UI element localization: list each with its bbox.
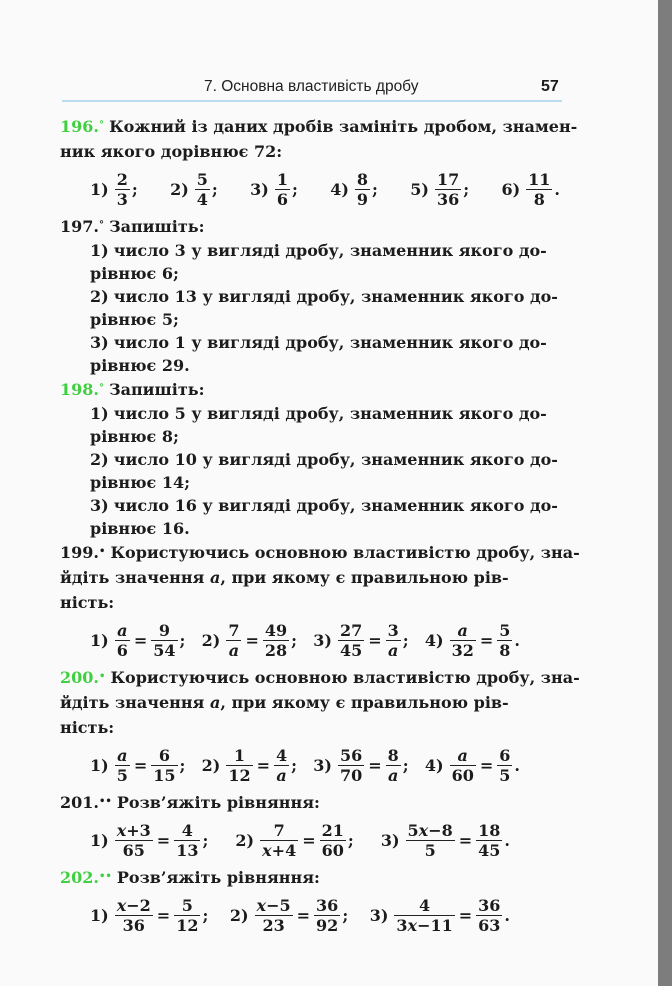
sub-item-label: 3) xyxy=(90,496,109,515)
equation-item xyxy=(90,746,185,785)
item-punctuation: ; xyxy=(131,179,138,199)
fraction xyxy=(115,896,153,935)
item-punctuation: . xyxy=(554,179,560,199)
exercise-text-line xyxy=(60,865,565,890)
denominator: a xyxy=(388,765,399,785)
sub-item-text: число 3 у вигляді дробу, знаменник якого до- xyxy=(113,241,547,260)
item-punctuation: ; xyxy=(202,905,209,925)
numerator: 27 xyxy=(339,620,363,640)
fraction xyxy=(435,170,461,209)
equals-sign: = xyxy=(479,755,494,775)
numerator: a xyxy=(450,746,476,766)
numerator: 18 xyxy=(478,820,501,840)
numerator: 6 xyxy=(151,746,177,766)
fraction xyxy=(450,621,476,660)
item-label: 5) xyxy=(410,179,429,199)
exercise-text: Розв’яжіть рівняння: xyxy=(116,868,320,887)
header-rule xyxy=(62,100,562,102)
numerator: 11 xyxy=(528,169,551,189)
sub-item-line xyxy=(90,425,565,448)
exercise-text-line xyxy=(60,790,565,815)
denominator: 45 xyxy=(339,640,363,660)
item-label: 3) xyxy=(313,755,332,775)
equals-sign: = xyxy=(256,755,270,775)
numerator: 5 xyxy=(174,896,200,916)
item-punctuation: . xyxy=(514,630,520,650)
sub-item-text: рівнює 16. xyxy=(90,519,190,538)
denominator: 5 xyxy=(116,765,128,785)
item-label: 4) xyxy=(424,630,444,650)
equation-item xyxy=(230,896,348,935)
denominator: a xyxy=(388,640,399,660)
denominator: 5 xyxy=(424,840,436,860)
denominator: 6 xyxy=(276,189,288,209)
equation-item xyxy=(313,621,408,660)
fraction xyxy=(320,821,346,860)
numerator: 3 xyxy=(387,620,399,640)
sub-item-line xyxy=(90,331,565,354)
item-label: 3) xyxy=(369,905,389,925)
equals-sign: = xyxy=(458,830,473,850)
exercise-number-text: 200. xyxy=(60,668,99,687)
sub-item-text: число 16 у вигляді дробу, знаменник якого до- xyxy=(113,496,558,515)
denominator: 9 xyxy=(356,189,369,209)
item-punctuation: ; xyxy=(179,755,186,775)
item-punctuation: ; xyxy=(372,179,378,199)
sub-item-label: 3) xyxy=(90,333,109,352)
numerator: a xyxy=(115,746,130,766)
denominator: 12 xyxy=(228,765,251,785)
equals-sign: = xyxy=(458,905,473,925)
fraction xyxy=(115,170,130,209)
exercise-number xyxy=(60,380,104,399)
item-punctuation: ; xyxy=(402,630,409,650)
equation-item xyxy=(313,746,408,785)
fraction xyxy=(394,896,454,935)
exercise-number-text: 199. xyxy=(60,543,99,562)
difficulty-mark: ° xyxy=(98,120,104,131)
numerator: 5 xyxy=(499,620,511,640)
numerator: 56 xyxy=(339,745,363,765)
sub-item-line xyxy=(90,494,565,517)
denominator: 28 xyxy=(264,640,288,660)
exercise-number xyxy=(60,793,112,812)
fraction xyxy=(386,746,401,785)
page-number: 57 xyxy=(541,78,559,95)
denominator: 36 xyxy=(436,189,460,209)
item-label: 1) xyxy=(90,755,109,775)
exercise xyxy=(60,665,580,790)
equation-item xyxy=(90,896,208,935)
item-punctuation: ; xyxy=(291,179,298,199)
denominator: 6 xyxy=(116,640,128,660)
numerator: 17 xyxy=(436,169,460,189)
sub-item-text: рівнює 6; xyxy=(90,264,179,283)
exercise xyxy=(60,865,565,940)
exercise-text: Запишіть: xyxy=(109,217,205,236)
exercise-text: Користуючись основною властивістю дробу, зна- xyxy=(110,543,580,562)
sub-item-line xyxy=(90,448,565,471)
sub-item-text: рівнює 5; xyxy=(90,310,179,329)
numerator: 36 xyxy=(316,895,339,915)
numerator: 4 xyxy=(394,896,454,916)
denominator: 32 xyxy=(451,640,474,660)
denominator: a xyxy=(276,765,287,785)
sub-item-line xyxy=(90,517,565,540)
numerator: 6 xyxy=(499,745,511,765)
fraction xyxy=(497,621,512,660)
item-label: 3) xyxy=(313,630,332,650)
numerator: 1 xyxy=(276,169,288,189)
equation-row xyxy=(90,815,510,865)
numerator: 8 xyxy=(356,169,369,189)
exercise-text: ність: xyxy=(60,718,115,737)
denominator: 3x−11 xyxy=(396,915,453,935)
exercise-text-line xyxy=(60,214,565,239)
sub-item-line xyxy=(90,262,565,285)
sub-item-label: 2) xyxy=(90,287,109,306)
exercise-number xyxy=(60,217,104,236)
sub-item-line xyxy=(90,402,565,425)
item-label: 3) xyxy=(380,830,400,850)
fraction-row xyxy=(90,164,560,214)
equals-sign: = xyxy=(133,755,148,775)
fraction xyxy=(476,821,502,860)
exercise-text: йдіть значення a, при якому є правильною рів- xyxy=(60,693,509,712)
denominator: 3 xyxy=(116,189,128,209)
fraction xyxy=(274,746,289,785)
equation-item xyxy=(425,746,520,785)
exercise-number-text: 197. xyxy=(60,217,99,236)
numerator: x−5 xyxy=(256,895,291,915)
denominator: 60 xyxy=(321,840,344,860)
equation-item xyxy=(90,621,185,660)
fraction xyxy=(263,621,289,660)
exercise-text: Кожний із даних дробів замініть дробом, знамен- xyxy=(109,117,578,136)
fraction xyxy=(226,746,252,785)
exercise-text: Запишіть: xyxy=(109,380,205,399)
exercise-number-text: 196. xyxy=(60,117,99,136)
item-label: 2) xyxy=(201,755,221,775)
exercise xyxy=(60,790,565,865)
item-punctuation: . xyxy=(514,755,520,775)
fraction xyxy=(338,621,364,660)
item-punctuation: . xyxy=(504,905,510,925)
item-punctuation: ; xyxy=(291,630,298,650)
exercise xyxy=(60,114,578,214)
sub-item-line xyxy=(90,471,565,494)
equation-row xyxy=(90,615,520,665)
denominator: 13 xyxy=(176,840,199,860)
exercise xyxy=(60,540,580,665)
denominator: 65 xyxy=(122,840,145,860)
fraction xyxy=(151,746,177,785)
fraction xyxy=(174,896,200,935)
equation-row xyxy=(90,740,520,790)
item-punctuation: ; xyxy=(202,830,209,850)
item-punctuation: ; xyxy=(463,179,470,199)
sub-item-line xyxy=(90,239,565,262)
section-title: 7. Основна властивість дробу xyxy=(204,78,419,95)
item-label: 1) xyxy=(90,630,109,650)
numerator: a xyxy=(115,621,130,641)
equals-sign: = xyxy=(156,905,171,925)
sub-item-line xyxy=(90,285,565,308)
denominator: 12 xyxy=(176,915,199,935)
numerator: 7 xyxy=(228,620,240,640)
difficulty-mark: •• xyxy=(98,796,112,807)
denominator: 8 xyxy=(533,189,545,209)
denominator: 23 xyxy=(262,915,285,935)
exercise-number-text: 202. xyxy=(60,868,99,887)
fraction xyxy=(115,746,130,785)
exercise-number xyxy=(60,543,105,562)
fraction-item xyxy=(330,170,378,209)
exercise-text: ність: xyxy=(60,593,115,612)
exercise xyxy=(60,214,565,377)
exercise-text: йдіть значення a, при якому є правильною рів- xyxy=(60,568,509,587)
sub-item-text: число 1 у вигляді дробу, знаменник якого до- xyxy=(113,333,547,352)
item-punctuation: ; xyxy=(347,830,354,850)
denominator: 60 xyxy=(451,765,474,785)
item-punctuation: ; xyxy=(402,755,409,775)
item-label: 2) xyxy=(235,830,255,850)
fraction xyxy=(476,896,502,935)
fraction xyxy=(255,896,293,935)
fraction xyxy=(526,170,552,209)
difficulty-mark: • xyxy=(98,671,106,682)
numerator: 21 xyxy=(321,820,344,840)
fraction xyxy=(195,170,210,209)
exercise-text-line xyxy=(60,540,580,565)
item-label: 4) xyxy=(424,755,444,775)
fraction-item xyxy=(501,170,560,209)
equals-sign: = xyxy=(296,905,311,925)
numerator: 8 xyxy=(387,745,399,765)
numerator: 1 xyxy=(226,746,252,766)
exercise-number xyxy=(60,868,112,887)
numerator: a xyxy=(450,621,476,641)
item-label: 3) xyxy=(250,179,269,199)
fraction xyxy=(115,821,153,860)
equation-row xyxy=(90,890,510,940)
equals-sign: = xyxy=(133,630,148,650)
fraction xyxy=(406,821,455,860)
numerator: x−2 xyxy=(116,895,151,915)
exercise-text-line xyxy=(60,665,580,690)
difficulty-mark: • xyxy=(98,546,106,557)
item-label: 2) xyxy=(229,905,249,925)
denominator: 70 xyxy=(339,765,363,785)
sub-item-label: 2) xyxy=(90,450,109,469)
exercise-number-text: 201. xyxy=(60,793,99,812)
fraction-item xyxy=(250,170,298,209)
sub-item-text: рівнює 8; xyxy=(90,427,179,446)
item-punctuation: . xyxy=(504,830,510,850)
item-punctuation: ; xyxy=(342,905,349,925)
page-edge-shadow xyxy=(658,0,672,986)
equation-item xyxy=(202,746,297,785)
denominator: 54 xyxy=(153,640,176,660)
item-label: 2) xyxy=(201,630,221,650)
fraction xyxy=(115,621,130,660)
sub-item-line xyxy=(90,354,565,377)
equals-sign: = xyxy=(156,830,171,850)
item-punctuation: ; xyxy=(179,630,186,650)
item-label: 2) xyxy=(170,179,189,199)
numerator: 49 xyxy=(264,620,288,640)
numerator: 7 xyxy=(260,821,298,841)
equation-item xyxy=(202,621,297,660)
difficulty-mark: ° xyxy=(98,383,104,394)
exercise-number xyxy=(60,117,104,136)
item-label: 4) xyxy=(330,179,349,199)
difficulty-mark: •• xyxy=(98,871,112,882)
equation-item xyxy=(381,821,510,860)
numerator: 4 xyxy=(276,745,288,765)
equation-item xyxy=(235,821,353,860)
denominator: 36 xyxy=(122,915,145,935)
sub-item-label: 1) xyxy=(90,241,109,260)
equals-sign: = xyxy=(479,630,494,650)
fraction xyxy=(355,170,370,209)
denominator: 15 xyxy=(153,765,176,785)
exercise-text: Користуючись основною властивістю дробу, зна- xyxy=(110,668,580,687)
numerator: 2 xyxy=(116,169,128,189)
fraction-item xyxy=(170,170,218,209)
denominator: a xyxy=(228,640,240,660)
sub-item-text: число 10 у вигляді дробу, знаменник якого до- xyxy=(113,450,558,469)
exercise-text-line xyxy=(60,565,565,590)
numerator: 4 xyxy=(174,821,200,841)
numerator: 5 xyxy=(196,169,208,189)
sub-item-text: число 5 у вигляді дробу, знаменник якого до- xyxy=(113,404,547,423)
exercise-text: ник якого дорівнює 72: xyxy=(60,142,283,161)
fraction xyxy=(275,170,290,209)
denominator: 92 xyxy=(316,915,339,935)
fraction xyxy=(386,621,401,660)
denominator: 5 xyxy=(499,765,511,785)
fraction xyxy=(174,821,200,860)
equals-sign: = xyxy=(368,755,382,775)
numerator: 36 xyxy=(478,895,501,915)
numerator: x+3 xyxy=(116,820,151,840)
exercise-list xyxy=(60,114,580,940)
equation-item xyxy=(90,821,208,860)
fraction xyxy=(226,621,241,660)
sub-item-line xyxy=(90,308,565,331)
denominator: 63 xyxy=(478,915,501,935)
equals-sign: = xyxy=(245,630,259,650)
sub-items xyxy=(90,239,565,377)
exercise xyxy=(60,377,565,540)
fraction xyxy=(151,621,177,660)
equation-item xyxy=(425,621,520,660)
item-label: 1) xyxy=(90,179,109,199)
denominator: 4 xyxy=(196,189,208,209)
fraction xyxy=(260,821,298,860)
sub-item-text: рівнює 14; xyxy=(90,473,190,492)
numerator: 5x−8 xyxy=(407,820,453,840)
exercise-number-text: 198. xyxy=(60,380,99,399)
sub-item-text: рівнює 29. xyxy=(90,356,190,375)
fraction xyxy=(450,746,476,785)
denominator: x+4 xyxy=(262,840,297,860)
equation-item xyxy=(370,896,510,935)
difficulty-mark: ° xyxy=(98,220,104,231)
exercise-text-line xyxy=(60,590,565,615)
numerator: 9 xyxy=(151,621,177,641)
equals-sign: = xyxy=(302,830,316,850)
item-label: 6) xyxy=(501,179,521,199)
denominator: 8 xyxy=(499,640,511,660)
fraction-item xyxy=(410,170,469,209)
item-punctuation: ; xyxy=(291,755,298,775)
exercise-text-line xyxy=(60,690,565,715)
sub-item-text: число 13 у вигляді дробу, знаменник якого до- xyxy=(113,287,558,306)
exercise-text-line xyxy=(60,139,565,164)
running-header xyxy=(0,76,658,100)
fraction xyxy=(338,746,364,785)
exercise-text-line xyxy=(60,114,578,139)
exercise-number xyxy=(60,668,105,687)
exercise-text-line xyxy=(60,715,565,740)
fraction xyxy=(314,896,340,935)
item-label: 1) xyxy=(90,830,109,850)
sub-items xyxy=(90,402,565,540)
exercise-text-line xyxy=(60,377,565,402)
item-label: 1) xyxy=(90,905,109,925)
denominator: 45 xyxy=(478,840,501,860)
sub-item-label: 1) xyxy=(90,404,109,423)
fraction xyxy=(497,746,512,785)
equals-sign: = xyxy=(368,630,382,650)
fraction-item xyxy=(90,170,138,209)
item-punctuation: ; xyxy=(211,179,218,199)
exercise-text: Розв’яжіть рівняння: xyxy=(116,793,320,812)
